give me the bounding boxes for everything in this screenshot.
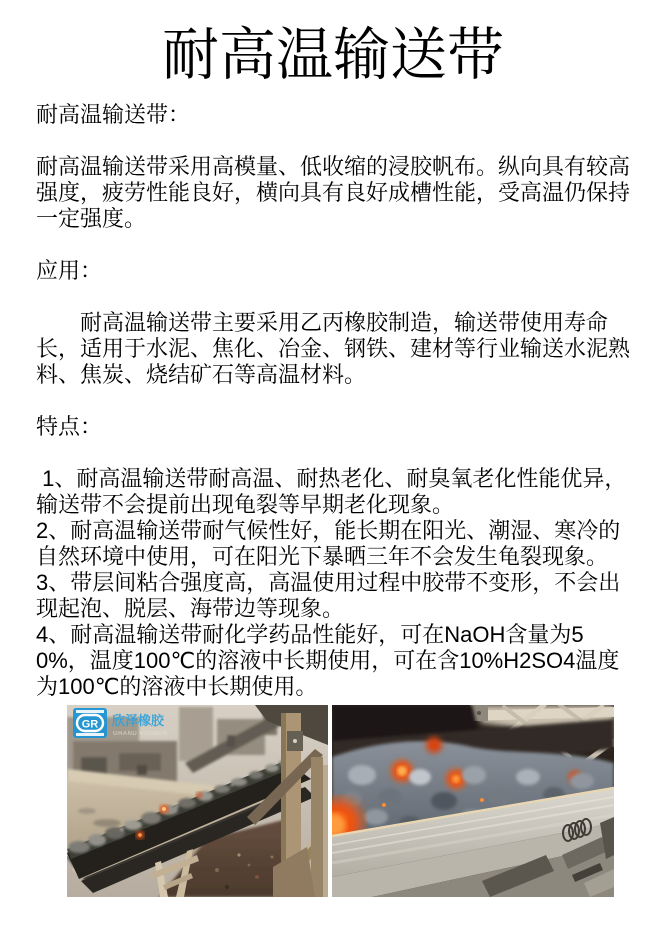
brand-name-cn: 欣泽橡胶 xyxy=(112,713,165,728)
hot-material-closeup-photo xyxy=(332,705,614,897)
feature-item-2: 2、耐高温输送带耐气候性好，能长期在阳光、潮湿、寒冷的自然环境中使用，可在阳光下暴晒三年不会发生龟裂现象。 xyxy=(36,518,621,569)
feature-item-3: 3、带层间粘合强度高，高温使用过程中胶带不变形，不会出现起泡、脱层、海带边等现象。 xyxy=(36,570,621,621)
feature-item-1: 1、耐高温输送带耐高温、耐热老化、耐臭氧老化性能优异，输送带不会提前出现龟裂等早期老化现象。 xyxy=(36,466,627,517)
page-title: 耐高温输送带 xyxy=(162,23,504,87)
application-paragraph: 耐高温输送带主要采用乙丙橡胶制造，输送带使用寿命长，适用于水泥、焦化、冶金、钢铁、建材等行业输送水泥熟料、焦炭、烧结矿石等高温材料。 xyxy=(36,310,631,387)
brand-monogram: GR xyxy=(81,718,99,731)
intro-paragraph: 耐高温输送带采用高模量、低收缩的浸胶帆布。纵向具有较高强度，疲劳性能良好，横向具有良好成槽性能，受高温仍保持一定强度。 xyxy=(36,154,631,231)
features-label: 特点： xyxy=(36,414,103,439)
article-body xyxy=(36,102,630,700)
factory-conveyor-photo xyxy=(67,705,328,897)
intro-label: 耐高温输送带： xyxy=(36,102,191,127)
photo-row xyxy=(67,705,614,897)
watermark-logo xyxy=(73,708,168,738)
application-label: 应用： xyxy=(36,258,103,283)
feature-item-4: 4、耐高温输送带耐化学药品性能好，可在NaOH含量为50%，温度100℃的溶液中长期使用，可在含10%H2SO4温度为100℃的溶液中长期使用。 xyxy=(36,622,620,699)
features-list xyxy=(36,466,630,700)
brand-name-en: GRAND RUBBER xyxy=(113,731,168,737)
